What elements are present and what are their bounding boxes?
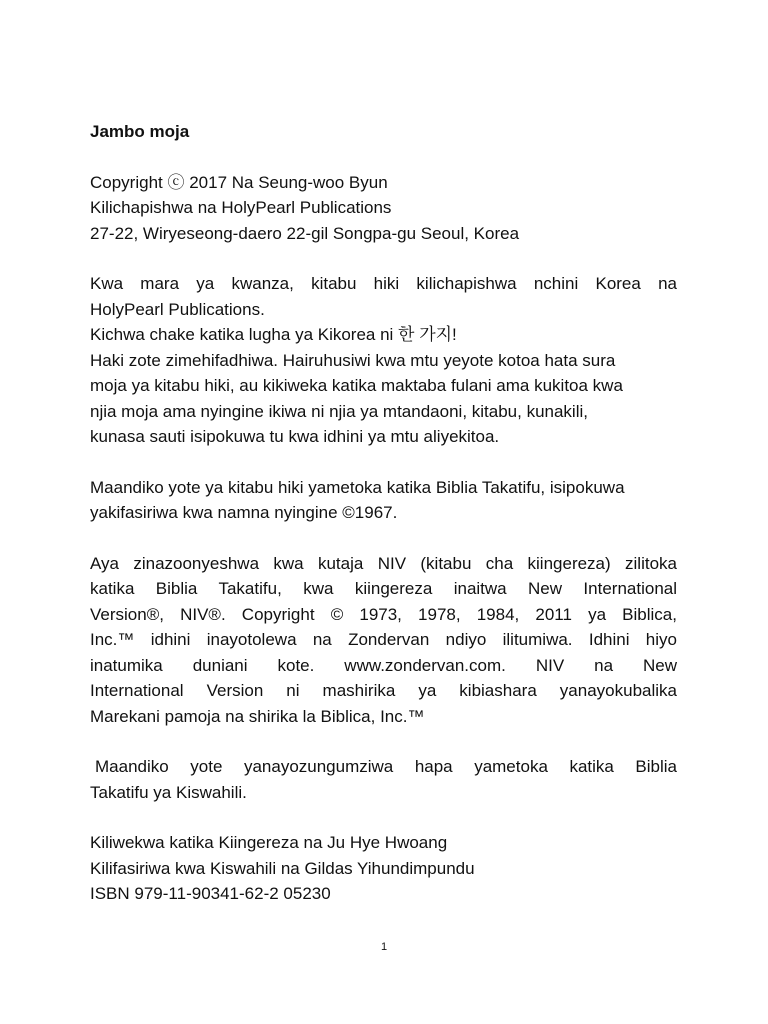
paragraph-line: yakifasiriwa kwa namna nyingine ©1967. [90, 503, 398, 522]
paragraph-line: Aya zinazoonyeshwa kwa kutaja NIV (kitabu cha kiingereza) zilitoka [90, 553, 677, 573]
isbn-line: ISBN 979-11-90341-62-2 05230 [90, 884, 331, 903]
paragraph-line: Haki zote zimehifadhiwa. Hairuhusiwi kwa mtu yeyote kotoa hata sura [90, 350, 616, 370]
page-number: 1 [380, 941, 388, 953]
korean-title-line: Kichwa chake katika lugha ya Kikorea ni 한 가지! [90, 325, 457, 344]
paragraph-line: Version®, NIV®. Copyright © 1973, 1978, 1984, 2011 ya Biblica, [90, 604, 677, 624]
paragraph-line: katika Biblia Takatifu, kwa kiingereza inaitwa New International [90, 579, 677, 598]
copyright-line: Copyright ⓒ 2017 Na Seung-woo Byun [90, 172, 388, 192]
paragraph-line: njia moja ama nyingine ikiwa ni njia ya mtandaoni, kitabu, kunakili, [90, 401, 588, 421]
paragraph-line: Marekani pamoja na shirika la Biblica, Inc.™ [90, 706, 425, 726]
address-line: 27-22, Wiryeseong-daero 22-gil Songpa-gu Seoul, Korea [90, 223, 520, 243]
niv-paragraph [90, 551, 677, 730]
swahili-scripture-paragraph [90, 754, 677, 805]
paragraph-line: Maandiko yote yanayozungumziwa hapa yametoka katika Biblia [95, 757, 677, 776]
paragraph-line: Inc.™ idhini inayotolewa na Zondervan ndiyo ilitumiwa. Idhini hiyo [90, 630, 677, 649]
paragraph-line: International Version ni mashirika ya kibiashara yanayokubalika [90, 681, 677, 700]
scripture-source-paragraph [90, 475, 677, 526]
document-page [90, 119, 677, 932]
publication-paragraph [90, 271, 677, 450]
paragraph-line: HolyPearl Publications. [90, 299, 265, 319]
publisher-line: Kilichapishwa na HolyPearl Publications [90, 198, 392, 217]
paragraph-line: Takatifu ya Kiswahili. [90, 782, 247, 802]
paragraph-line: moja ya kitabu hiki, au kikiweka katika maktaba fulani ama kukitoa kwa [90, 376, 623, 395]
document-title: Jambo moja [90, 122, 190, 141]
copyright-block [90, 170, 677, 247]
paragraph-line: kunasa sauti isipokuwa tu kwa idhini ya mtu aliyekitoa. [90, 427, 500, 446]
paragraph-line: Maandiko yote ya kitabu hiki yametoka katika Biblia Takatifu, isipokuwa [90, 477, 625, 497]
paragraph-line: inatumika duniani kote. www.zondervan.com. NIV na New [90, 655, 677, 675]
english-credit-line: Kiliwekwa katika Kiingereza na Ju Hye Hwoang [90, 833, 448, 852]
translation-credit-line: Kilifasiriwa kwa Kiswahili na Gildas Yihundimpundu [90, 858, 475, 878]
paragraph-line: Kwa mara ya kwanza, kitabu hiki kilichapishwa nchini Korea na [90, 274, 677, 293]
credits-block [90, 830, 677, 907]
